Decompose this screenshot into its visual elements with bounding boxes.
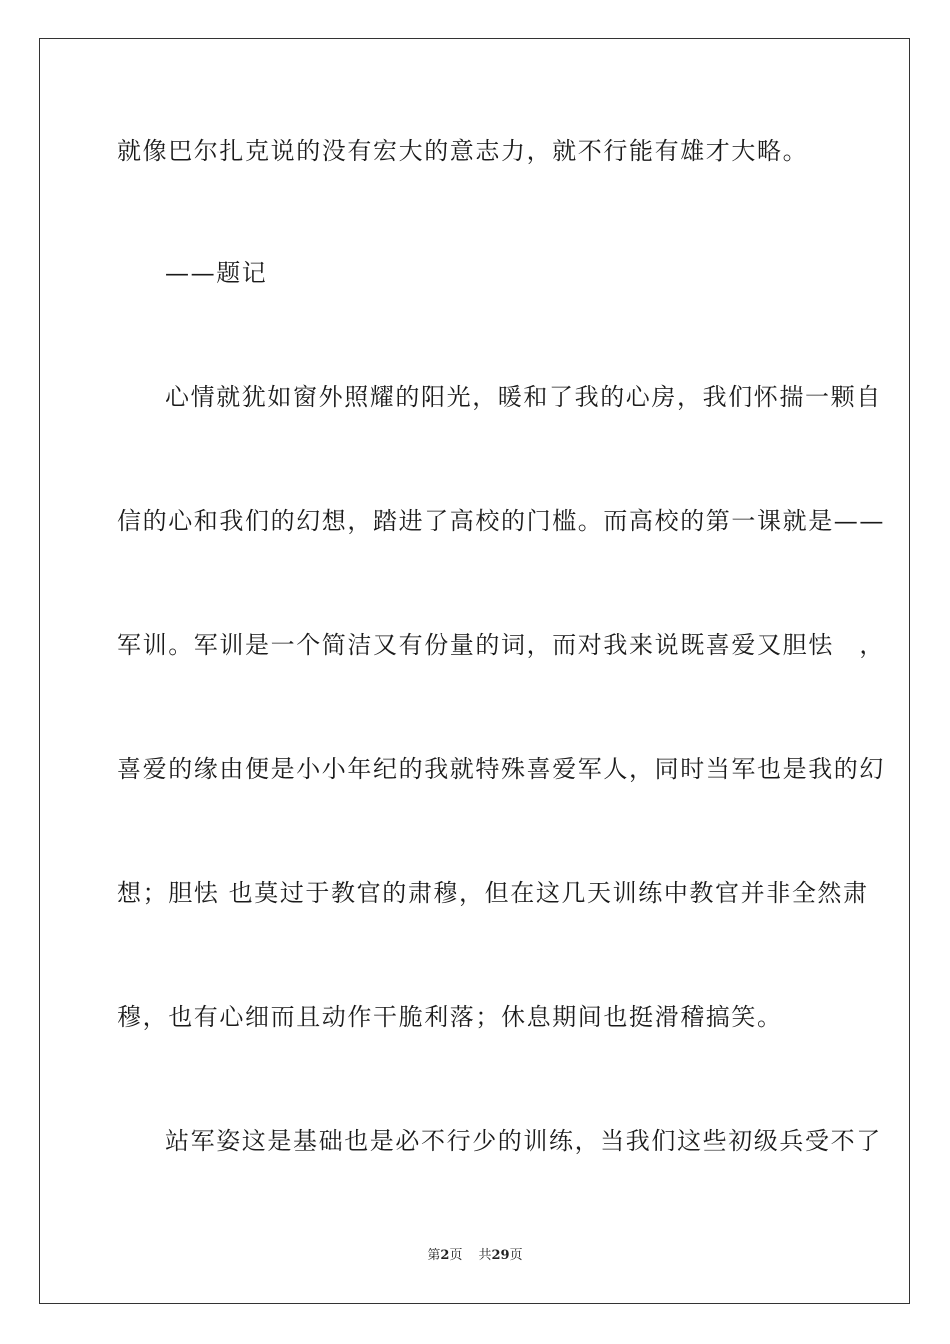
current-page-number: 2 <box>440 1248 450 1263</box>
text-line-3: 心情就犹如窗外照耀的阳光，暖和了我的心房，我们怀揣一颗自 <box>165 383 882 411</box>
text-line-6: 喜爱的缘由便是小小年纪的我就特殊喜爱军人，同时当军也是我的幻 <box>117 755 885 783</box>
total-prefix: 共 <box>478 1248 492 1263</box>
page-suffix: 页 <box>449 1248 463 1263</box>
total-page-count: 29 <box>491 1248 510 1263</box>
page-prefix: 第 <box>427 1248 441 1263</box>
text-line-9: 站军姿这是基础也是必不行少的训练，当我们这些初级兵受不了 <box>165 1127 882 1155</box>
total-suffix: 页 <box>509 1248 523 1263</box>
page-footer <box>0 1247 950 1265</box>
page-border <box>39 38 910 1304</box>
text-line-5: 军训。军训是一个简洁又有份量的词，而对我来说既喜爱又胆怯 ， <box>117 631 885 659</box>
text-line-1: 就像巴尔扎克说的没有宏大的意志力，就不行能有雄才大略。 <box>117 137 809 165</box>
text-line-8: 穆，也有心细而且动作干脆利落；休息期间也挺滑稽搞笑。 <box>117 1003 783 1031</box>
text-line-7: 想；胆怯 也莫过于教官的肃穆，但在这几天训练中教官并非全然肃 <box>117 879 869 907</box>
epigraph-attribution: ——题记 <box>165 259 268 287</box>
text-line-4: 信的心和我们的幻想，踏进了高校的门槛。而高校的第一课就是—— <box>117 507 885 535</box>
